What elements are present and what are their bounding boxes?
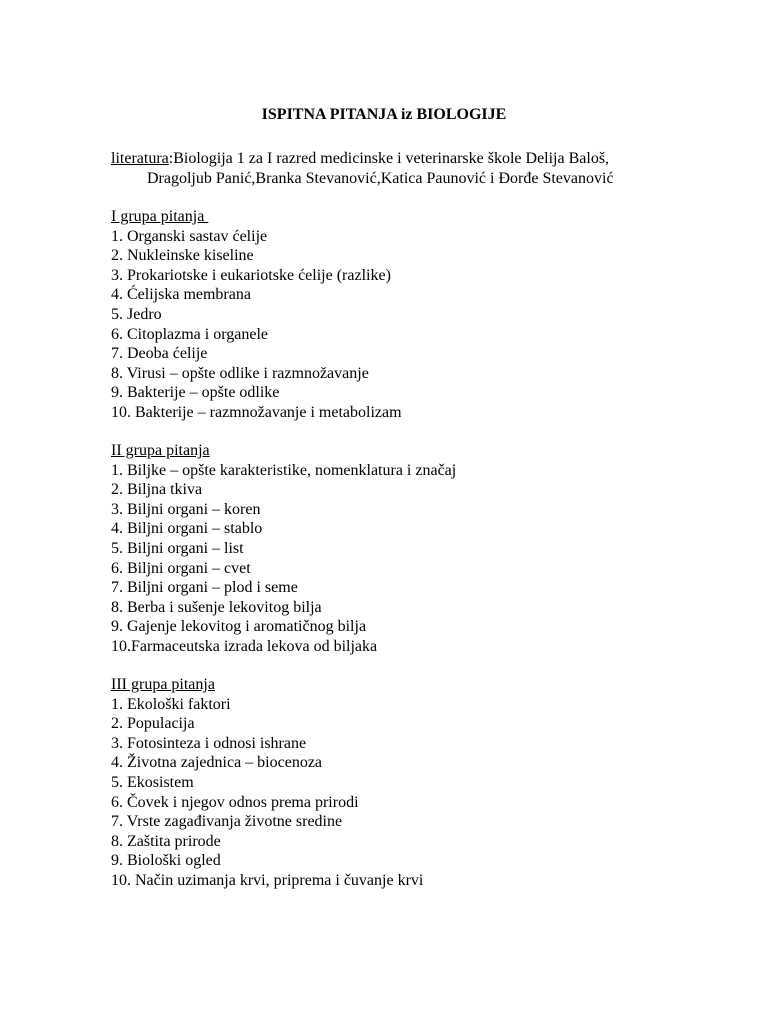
question-item: 2. Nukleinske kiseline	[111, 247, 254, 265]
question-item: 4. Ćelijska membrana	[111, 286, 251, 304]
question-item: 3. Biljni organi – koren	[111, 500, 261, 518]
question-list	[111, 227, 671, 423]
question-item: 8. Zaštita prirode	[111, 832, 221, 850]
question-item: 3. Fotosinteza i odnosi ishrane	[111, 734, 307, 752]
question-item: 2. Populacija	[111, 715, 195, 733]
group-heading: II grupa pitanja	[111, 442, 210, 459]
question-item: 1. Ekološki faktori	[111, 695, 231, 713]
question-item: 7. Vrste zagađivanja životne sredine	[111, 813, 343, 831]
question-item: 7. Biljni organi – plod i seme	[111, 579, 298, 597]
question-item: 10. Bakterije – razmnožavanje i metabolizam	[111, 403, 402, 421]
question-item: 9. Gajenje lekovitog i aromatičnog bilja	[111, 618, 367, 636]
question-item: 4. Biljni organi – stablo	[111, 520, 263, 538]
question-item: 5. Jedro	[111, 305, 162, 323]
literature-label: literatura	[111, 150, 169, 167]
question-list	[111, 695, 671, 891]
question-item: 8. Virusi – opšte odlike i razmnožavanje	[111, 364, 369, 382]
group-heading: I grupa pitanja	[111, 208, 209, 225]
literature-line-2: Dragoljub Panić,Branka Stevanović,Katica Paunović i Đorđe Stevanović	[147, 170, 614, 187]
question-item: 5. Ekosistem	[111, 773, 194, 791]
question-item: 3. Prokariotske i eukariotske ćelije (razlike)	[111, 266, 391, 284]
question-item: 2. Biljna tkiva	[111, 481, 203, 499]
question-list	[111, 461, 671, 657]
question-item: 6. Biljni organi – cvet	[111, 559, 251, 577]
question-item: 9. Bakterije – opšte odlike	[111, 384, 280, 402]
question-item: 5. Biljni organi – list	[111, 539, 244, 557]
literature-text-1: :Biologija 1 za I razred medicinske i veterinarske škole Delija Baloš,	[168, 150, 610, 167]
question-item: 6. Citoplazma i organele	[111, 325, 268, 343]
question-item: 8. Berba i sušenje lekovitog bilja	[111, 598, 322, 616]
literature-line-1	[111, 149, 711, 169]
question-group-3	[111, 675, 671, 891]
literature-reference	[111, 149, 711, 189]
question-item: 10. Način uzimanja krvi, priprema i čuvanje krvi	[111, 871, 424, 889]
question-item: 4. Životna zajednica – biocenoza	[111, 754, 323, 772]
question-item: 6. Čovek i njegov odnos prema prirodi	[111, 793, 359, 811]
document-title: ISPITNA PITANJA iz BIOLOGIJE	[261, 106, 507, 123]
question-item: 10.Farmaceutska izrada lekova od biljaka	[111, 637, 378, 655]
question-item: 9. Biološki ogled	[111, 852, 221, 870]
question-item: 1. Organski sastav ćelije	[111, 227, 268, 245]
group-heading: III grupa pitanja	[111, 676, 215, 693]
question-group-1	[111, 207, 671, 423]
question-item: 1. Biljke – opšte karakteristike, nomenklatura i značaj	[111, 461, 457, 479]
question-group-2	[111, 441, 671, 657]
question-item: 7. Deoba ćelije	[111, 345, 208, 363]
